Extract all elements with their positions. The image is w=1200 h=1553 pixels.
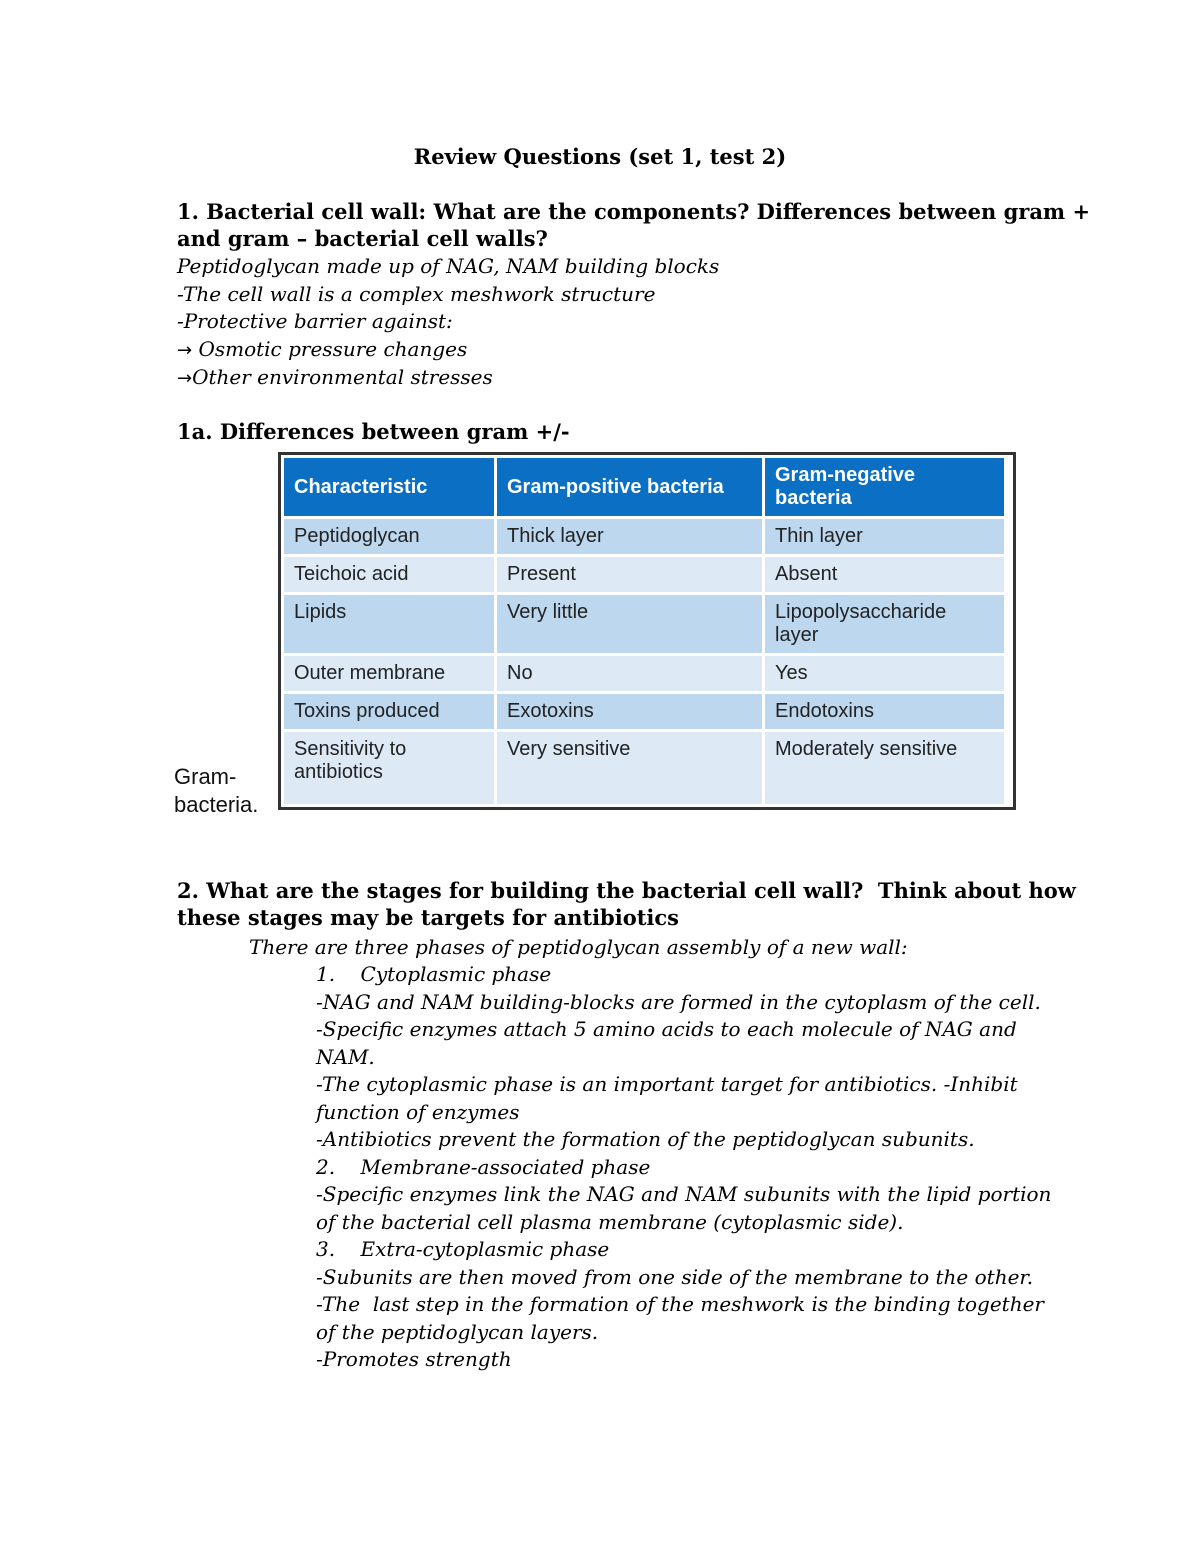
comparison-table-image — [278, 452, 1016, 810]
answer-line: Peptidoglycan made up of NAG, NAM building blocks — [177, 254, 720, 278]
q2-heading — [177, 877, 1076, 931]
table-cell: Moderately sensitive — [765, 732, 1004, 804]
q2-intro: There are three phases of peptidoglycan assembly of a new wall: — [249, 935, 908, 959]
table-row — [284, 694, 1004, 729]
q2-heading-line: 2. What are the stages for building the bacterial cell wall? Think about how — [177, 878, 1076, 903]
table-cell: Exotoxins — [497, 694, 762, 729]
answer-line: -NAG and NAM building-blocks are formed in the cytoplasm of the cell. — [316, 989, 1041, 1014]
q1-heading — [177, 198, 1091, 252]
table-cell: Yes — [765, 656, 1004, 691]
table-cell: Lipids — [284, 595, 494, 653]
fragment-line: bacteria. — [174, 792, 259, 817]
table-cell: Very little — [497, 595, 762, 653]
answer-line: -Antibiotics prevent the formation of the peptidoglycan subunits. — [316, 1127, 975, 1151]
table-header-row — [284, 458, 1004, 516]
q1a-heading: 1a. Differences between gram +/- — [177, 419, 570, 444]
answer-line: -Promotes strength — [316, 1347, 512, 1371]
answer-line: NAM. — [316, 1044, 375, 1069]
table-cell: Peptidoglycan — [284, 519, 494, 554]
table-cell: Very sensitive — [497, 732, 762, 804]
table-row — [284, 519, 1004, 554]
table-cell: Teichoic acid — [284, 557, 494, 592]
answer-line: 2. Membrane-associated phase — [316, 1154, 651, 1179]
table-cell: Endotoxins — [765, 694, 1004, 729]
table-cell: Absent — [765, 557, 1004, 592]
q1-heading-line: 1. Bacterial cell wall: What are the components? Differences between gram + — [177, 199, 1091, 224]
table-cell: Thick layer — [497, 519, 762, 554]
right-arrow-icon: → — [177, 339, 193, 361]
answer-line: -Specific enzymes attach 5 amino acids to each molecule of NAG and — [316, 1017, 1017, 1041]
table-cell: Sensitivity to antibiotics — [284, 732, 494, 804]
table-row — [284, 656, 1004, 691]
answer-line: -The last step in the formation of the meshwork is the binding together — [316, 1292, 1044, 1316]
answer-line: -Subunits are then moved from one side of the membrane to the other. — [316, 1264, 1034, 1289]
answer-line: of the peptidoglycan layers. — [316, 1319, 599, 1344]
table-cell: Outer membrane — [284, 656, 494, 691]
table-header-cell: Characteristic — [284, 458, 494, 516]
comparison-table — [281, 455, 1007, 807]
table-row — [284, 732, 1004, 804]
table-cell: Lipopolysaccharide layer — [765, 595, 1004, 653]
arrow-item-text: Osmotic pressure changes — [192, 336, 468, 361]
arrow-item — [177, 364, 1017, 393]
cropped-caption-fragment — [174, 763, 274, 819]
right-arrow-icon: → — [177, 368, 193, 389]
table-row — [284, 557, 1004, 592]
page-title: Review Questions (set 1, test 2) — [413, 144, 787, 169]
arrow-item — [177, 336, 1017, 365]
table-cell: Present — [497, 557, 762, 592]
answer-line: -Specific enzymes link the NAG and NAM subunits with the lipid portion — [316, 1182, 1052, 1206]
table-cell: Toxins produced — [284, 694, 494, 729]
fragment-line: Gram- — [174, 764, 237, 789]
arrow-item-text: Other environmental stresses — [192, 365, 493, 389]
answer-line: of the bacterial cell plasma membrane (cytoplasmic side). — [316, 1209, 904, 1234]
answer-line: -The cytoplasmic phase is an important target for antibiotics. -Inhibit — [316, 1072, 1018, 1096]
table-header-cell: Gram-positive bacteria — [497, 458, 762, 516]
q2-answer — [316, 961, 1052, 1374]
table-cell: Thin layer — [765, 519, 1004, 554]
q1-heading-line: and gram – bacterial cell walls? — [177, 226, 548, 251]
q2-heading-line: these stages may be targets for antibiotics — [177, 905, 680, 930]
answer-line: 3. Extra-cytoplasmic phase — [316, 1237, 610, 1261]
answer-line: -The cell wall is a complex meshwork structure — [177, 281, 656, 306]
table-header-cell: Gram-negative bacteria — [765, 458, 1004, 516]
answer-line: 1. Cytoplasmic phase — [316, 962, 552, 986]
answer-line: -Protective barrier against: — [177, 309, 453, 333]
q1-answer — [177, 253, 1017, 393]
answer-line: function of enzymes — [316, 1099, 520, 1124]
table-cell: No — [497, 656, 762, 691]
table-row — [284, 595, 1004, 653]
